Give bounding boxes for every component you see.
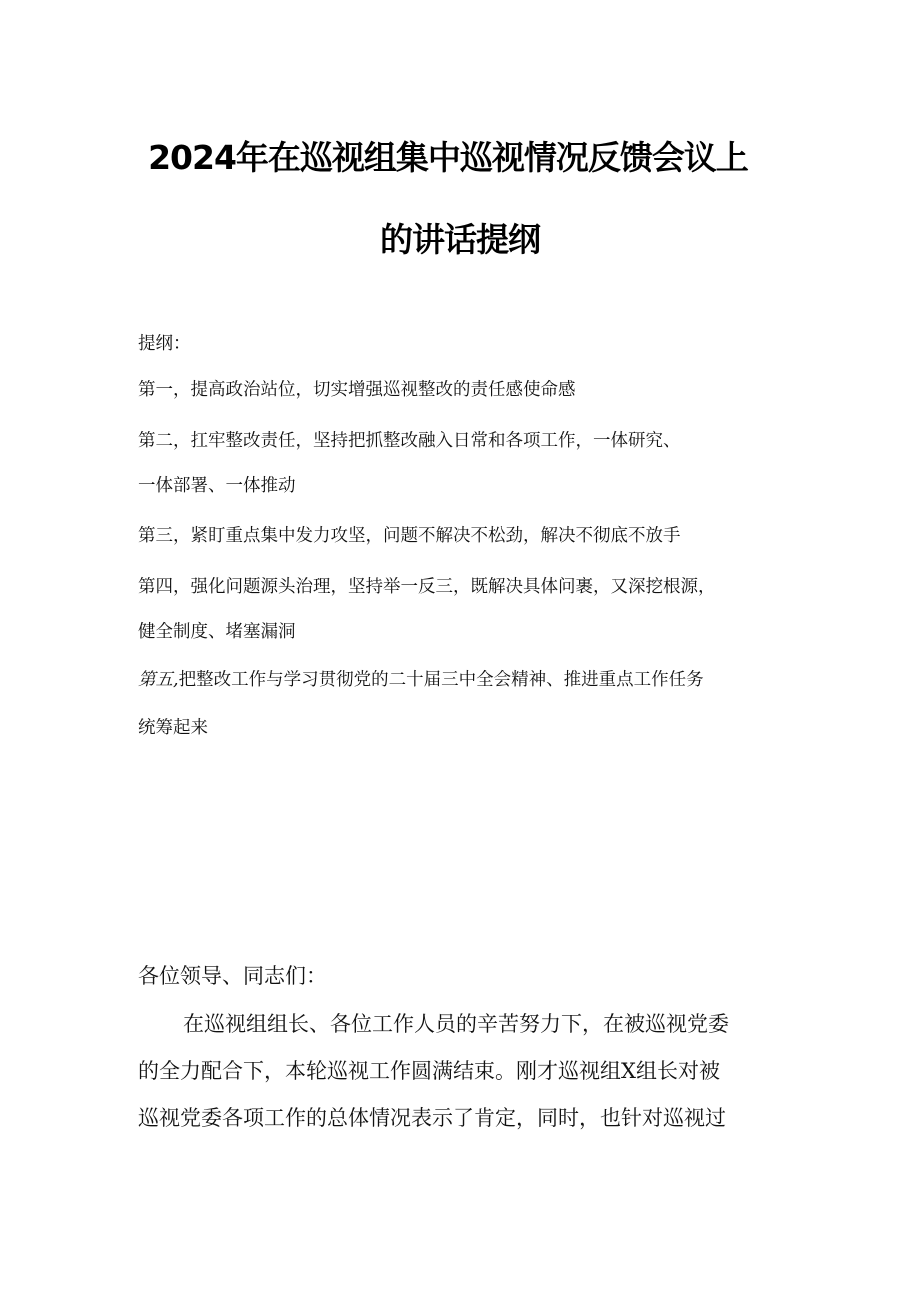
outline-item-4-line-1: 第四，强化问题源头治理，坚持举一反三，既解决具体问裹，又深挖根源， (138, 577, 716, 597)
title-line-1: 2024年在巡视组集中巡视情况反馈会议上 (148, 138, 748, 177)
outline-item-5-line-2: 统筹起来 (138, 718, 208, 738)
speech-paragraph-line-3: 巡视党委各项工作的总体情况表示了肯定，同时，也针对巡视过 (138, 1106, 726, 1130)
outline-item-4-line-2: 健全制度、堵塞漏洞 (138, 622, 296, 642)
outline-item-2-line-1: 第二，扛牢整改责任，坚持把抓整改融入日常和各项工作，一体研究、 (138, 431, 681, 451)
speech-paragraph-line-1: 在巡视组组长、各位工作人员的辛苦努力下，在被巡视党委 (183, 1012, 729, 1036)
speech-greeting: 各位领导、同志们： (138, 964, 327, 988)
outline-item-5-text: 把整改工作与学习贯彻党的二十届三中全会精神、推进重点工作任务 (178, 670, 704, 690)
outline-label: 提纲： (138, 334, 191, 354)
title-line-2: 的讲话提纲 (380, 220, 540, 259)
outline-item-3: 第三，紧盯重点集中发力攻坚，问题不解决不松劲，解决不彻底不放手 (138, 526, 681, 546)
outline-item-2-line-2: 一体部署、一体推动 (138, 476, 296, 496)
outline-item-1: 第一，提高政治站位，切实增强巡视整改的责任感使命感 (138, 380, 576, 400)
outline-item-5-line-1 (138, 668, 798, 692)
outline-item-5-lead: 第五, (138, 670, 179, 690)
speech-paragraph-line-2: 的全力配合下，本轮巡视工作圆满结束。刚才巡视组X组长对被 (138, 1059, 720, 1083)
